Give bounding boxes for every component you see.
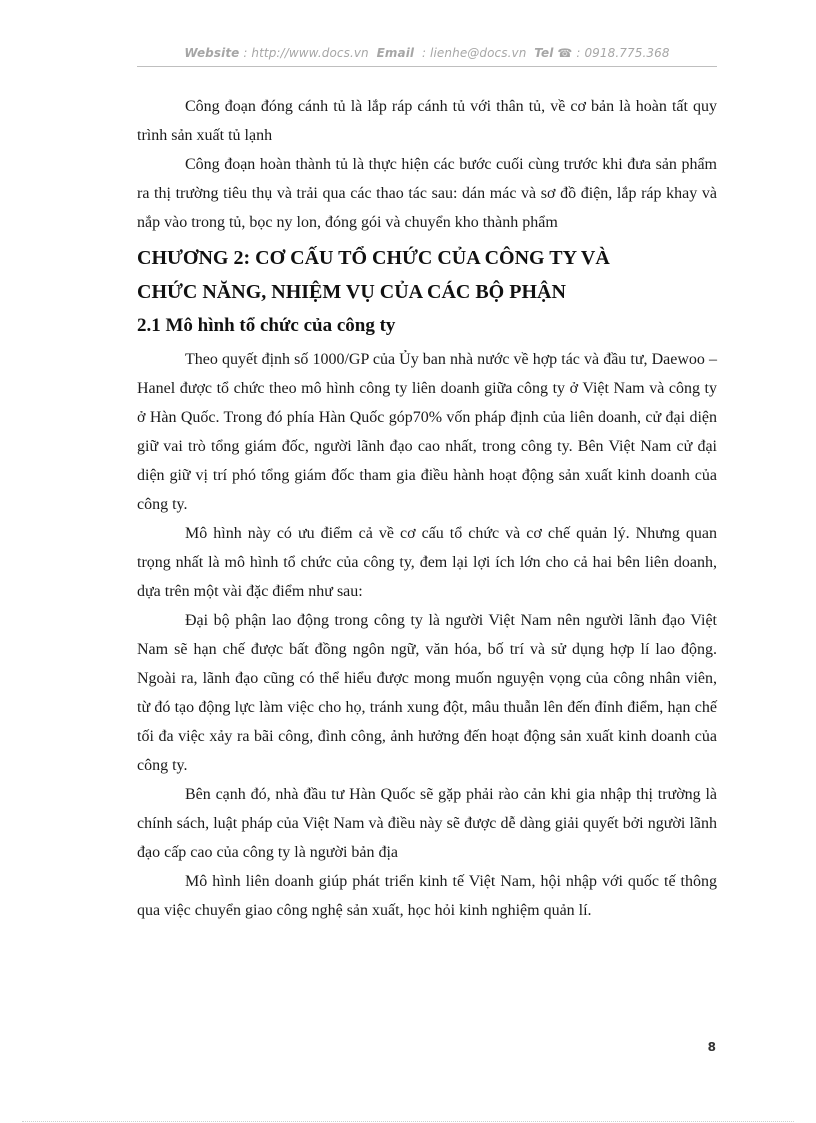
page-number: 8 [707,1040,716,1054]
section-title: 2.1 Mô hình tổ chức của công ty [137,315,396,336]
email-label: Email [376,46,415,60]
page-bottom-border [22,1121,794,1122]
paragraph-cabinet-door: Công đoạn đóng cánh tủ là lắp ráp cánh tủ với thân tủ, về cơ bản là hoàn tất quy trình sản xuất tủ lạnh [137,98,717,144]
website-url[interactable]: : http://www.docs.vn [243,46,369,60]
paragraph-decision: Theo quyết định số 1000/GP của Ủy ban nhà nước về hợp tác và đầu tư, Daewoo – Hanel được tổ chức theo mô hình công ty liên doanh giữa công ty ở Việt Nam và công ty ở Hàn Quốc. Trong đó phía Hàn Quốc góp70% vốn pháp định của liên doanh, cử đại diện giữ vai trò tổng giám đốc, người lãnh đạo cao nhất, trong công ty. Bên Việt Nam cử đại diện giữ vị trí phó tổng giám đốc tham gia điều hành hoạt động sản xuất kinh doanh của công ty. [137,351,717,513]
tel-number: : 0918.775.368 [576,46,670,60]
paragraph-finishing: Công đoạn hoàn thành tủ là thực hiện các bước cuối cùng trước khi đưa sản phẩm ra thị trường tiêu thụ và trải qua các thao tác sau: dán mác và sơ đồ điện, lắp ráp khay và nắp vào trong tủ, bọc ny lon, đóng gói và chuyển kho thành phẩm [137,156,717,231]
tel-label: Tel [534,46,554,60]
email-address[interactable]: : lienhe@docs.vn [422,46,527,60]
paragraph-labor: Đại bộ phận lao động trong công ty là người Việt Nam nên người lãnh đạo Việt Nam sẽ hạn chế được bất đồng ngôn ngữ, văn hóa, bố trí và sử dụng hợp lí lao động. Ngoài ra, lãnh đạo cũng có thể hiểu được mong muốn nguyện vọng của công nhân viên, từ đó tạo động lực làm việc cho họ, tránh xung đột, mâu thuẫn lên đến đỉnh điểm, hạn chế tối đa việc xảy ra bãi công, đình công, ảnh hưởng đến hoạt động sản xuất kinh doanh của công ty. [137,612,717,774]
document-body [137,92,717,925]
page-header [137,46,717,66]
paragraph-barriers: Bên cạnh đó, nhà đầu tư Hàn Quốc sẽ gặp phải rào cản khi gia nhập thị trường là chính sách, luật pháp của Việt Nam và điều này sẽ được dễ dàng giải quyết bởi người lãnh đạo cấp cao của công ty là người bản địa [137,786,717,861]
website-label: Website [184,46,240,60]
chapter-title-line-1: CHƯƠNG 2: CƠ CẤU TỔ CHỨC CỦA CÔNG TY VÀ [137,247,610,269]
header-divider [137,66,717,67]
paragraph-advantages: Mô hình này có ưu điểm cả về cơ cấu tổ chức và cơ chế quản lý. Nhưng quan trọng nhất là mô hình tổ chức của công ty, đem lại lợi ích lớn cho cả hai bên liên doanh, dựa trên một vài đặc điểm như sau: [137,525,717,600]
paragraph-joint-venture: Mô hình liên doanh giúp phát triển kinh tế Việt Nam, hội nhập với quốc tế thông qua việc chuyển giao công nghệ sản xuất, học hỏi kinh nghiệm quản lí. [137,873,717,919]
chapter-title [137,241,717,309]
chapter-title-line-2: CHỨC NĂNG, NHIỆM VỤ CỦA CÁC BỘ PHẬN [137,281,566,303]
phone-icon: ☎ [557,46,573,60]
